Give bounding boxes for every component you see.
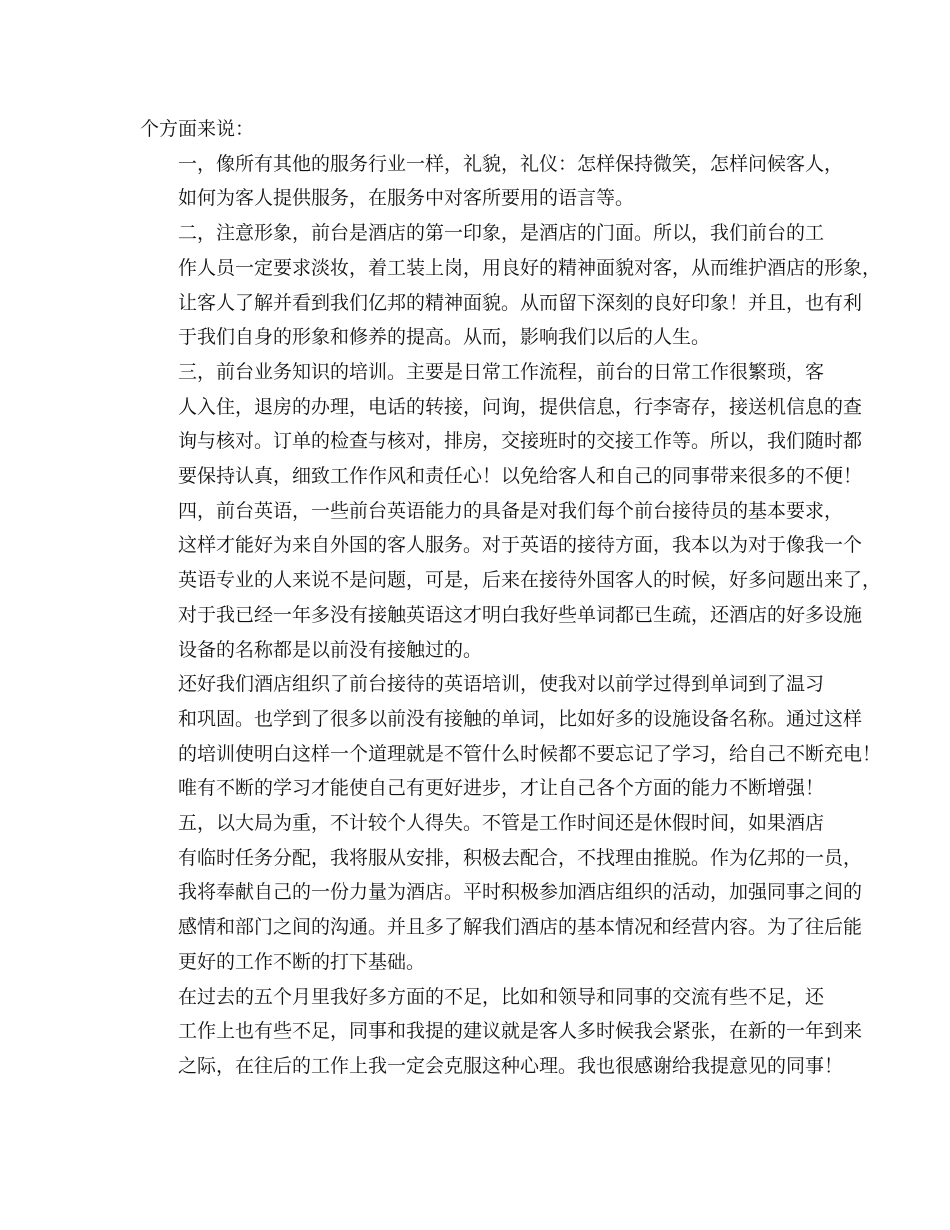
text-line: 询与核对。订单的检查与核对，排房，交接班时的交接工作等。所以，我们随时都 — [178, 430, 863, 453]
text-line: 这样才能好为来自外国的客人服务。对于英语的接待方面，我本以为对于像我一个 — [178, 534, 863, 557]
text-line: 感情和部门之间的沟通。并且多了解我们酒店的基本情况和经营内容。为了往后能 — [178, 916, 863, 939]
document-body — [140, 112, 882, 1084]
text-line: 和巩固。也学到了很多以前没有接触的单词，比如好多的设施设备名称。通过这样 — [178, 707, 863, 730]
text-line: 人入住，退房的办理，电话的转接，问询，提供信息，行李寄存，接送机信息的查 — [178, 395, 863, 418]
text-line: 让客人了解并看到我们亿邦的精神面貌。从而留下深刻的良好印象！并且，也有利 — [178, 291, 863, 314]
text-line: 在过去的五个月里我好多方面的不足，比如和领导和同事的交流有些不足，还 — [178, 985, 825, 1008]
text-line: 二，注意形象，前台是酒店的第一印象，是酒店的门面。所以，我们前台的工 — [178, 222, 825, 245]
text-line: 我将奉献自己的一份力量为酒店。平时积极参加酒店组织的活动，加强同事之间的 — [178, 881, 863, 904]
paragraph — [140, 147, 844, 216]
text-line: 于我们自身的形象和修养的提高。从而，影响我们以后的人生。 — [178, 326, 711, 349]
paragraph — [140, 494, 882, 668]
paragraph — [140, 806, 863, 980]
paragraph — [140, 667, 882, 806]
paragraph — [140, 112, 812, 147]
text-line: 作人员一定要求淡妆，着工装上岗，用良好的精神面貌对客，从而维护酒店的形象， — [178, 256, 882, 279]
paragraph — [140, 355, 863, 494]
text-line: 一，像所有其他的服务行业一样，礼貌，礼仪：怎样保持微笑，怎样问候客人， — [178, 152, 844, 175]
text-line: 还好我们酒店组织了前台接待的英语培训，使我对以前学过得到单词到了温习 — [178, 673, 825, 696]
text-line: 唯有不断的学习才能使自己有更好进步，才让自己各个方面的能力不断增强！ — [178, 777, 825, 800]
paragraph — [140, 980, 863, 1084]
text-line: 四，前台英语，一些前台英语能力的具备是对我们每个前台接待员的基本要求， — [178, 499, 844, 522]
text-line: 有临时任务分配，我将服从安排，积极去配合，不找理由推脱。作为亿邦的一员， — [178, 846, 863, 869]
text-line: 更好的工作不断的打下基础。 — [178, 950, 426, 973]
text-line: 五，以大局为重，不计较个人得失。不管是工作时间还是休假时间，如果酒店 — [178, 812, 825, 835]
text-line: 英语专业的人来说不是问题，可是，后来在接待外国客人的时候，好多问题出来了， — [178, 569, 882, 592]
text-line: 要保持认真，细致工作作风和责任心！以免给客人和自己的同事带来很多的不便！ — [178, 465, 863, 488]
text-line: 如何为客人提供服务，在服务中对客所要用的语言等。 — [178, 187, 635, 210]
text-line: 设备的名称都是以前没有接触过的。 — [178, 638, 483, 661]
text-line: 之际，在往后的工作上我一定会克服这种心理。我也很感谢给我提意见的同事！ — [178, 1054, 844, 1077]
text-line: 三，前台业务知识的培训。主要是日常工作流程，前台的日常工作很繁琐，客 — [178, 360, 825, 383]
paragraph — [140, 216, 882, 355]
text-line: 工作上也有些不足，同事和我提的建议就是客人多时候我会紧张，在新的一年到来 — [178, 1020, 863, 1043]
text-line: 个方面来说： — [140, 118, 255, 140]
text-line: 对于我已经一年多没有接触英语这才明白我好些单词都已生疏，还酒店的好多设施 — [178, 603, 863, 626]
text-line: 的培训使明白这样一个道理就是不管什么时候都不要忘记了学习，给自己不断充电！ — [178, 742, 882, 765]
